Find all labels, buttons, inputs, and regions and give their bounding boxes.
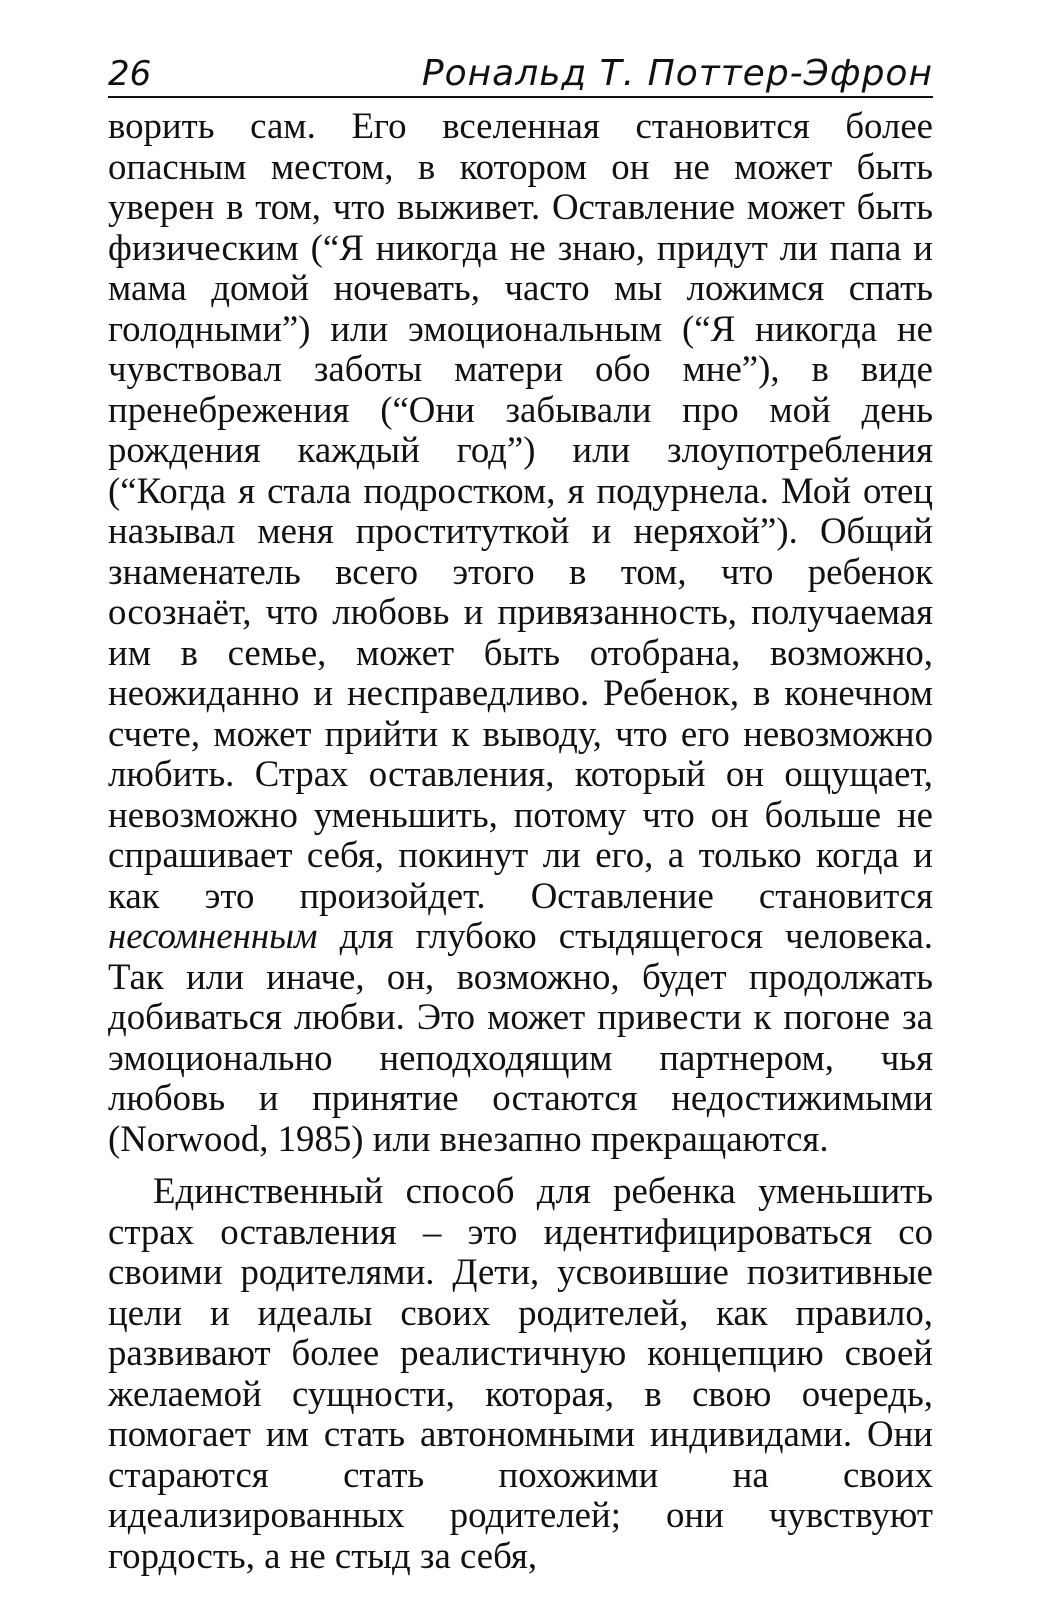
paragraph-text-before-emphasis: ворить сам. Его вселенная становится более опасным местом, в котором он не может быть уверен в том, что выживет. Оставление может быть физическим (“Я никогда не знаю, придут ли папа и мама домой ночевать, часто мы ложимся спать голодными”) или эмоциональным (“Я никогда не чувствовал заботы матери обо мне”), в виде пренебрежения (“Они забывали про мой день рождения каждый год”) или злоупотребления (“Когда я стала подростком, я подурнела. Мой отец называл меня проституткой и неряхой”). Общий знаменатель всего этого в том, что ребенок осознаёт, что любовь и привязанность, получаемая им в семье, может быть отобрана, возможно, неожиданно и несправедливо. Ребенок, в конечном счете, может прийти к выводу, что его невозможно любить. Страх оставления, который он ощущает, невозможно уменьшить, потому что он больше не спрашивает себя, покинут ли его, а только когда и как это произойдет. Оставление становится xyxy=(108,105,933,916)
page-number: 26 xyxy=(108,54,152,94)
running-head-author: Рональд Т. Поттер-Эфрон xyxy=(421,53,933,94)
book-page xyxy=(108,40,933,1576)
emphasized-word: несомненным xyxy=(108,915,318,956)
paragraph-text-after-emphasis: для глубоко стыдящегося человека. Так или иначе, он, возможно, будет продолжать добиваться любви. Это может привести к погоне за эмоционально неподходящим партнером, чья любовь и принятие остаются недостижимыми (Norwood, 1985) или внезапно прекращаются. xyxy=(108,915,933,1159)
paragraph-continued xyxy=(108,106,933,1159)
page-header xyxy=(108,40,933,98)
paragraph: Единственный способ для ребенка уменьшить страх оставления – это идентифицироваться со своими родителями. Дети, усвоившие позитивные цели и идеалы своих родителей, как правило, развивают более реалистичную концепцию своей желаемой сущности, которая, в свою очередь, помогает им стать автономными индивидами. Они стараются стать похожими на своих идеализированных родителей; они чувствуют гордость, а не стыд за себя, xyxy=(108,1170,933,1576)
page-body xyxy=(108,106,933,1576)
